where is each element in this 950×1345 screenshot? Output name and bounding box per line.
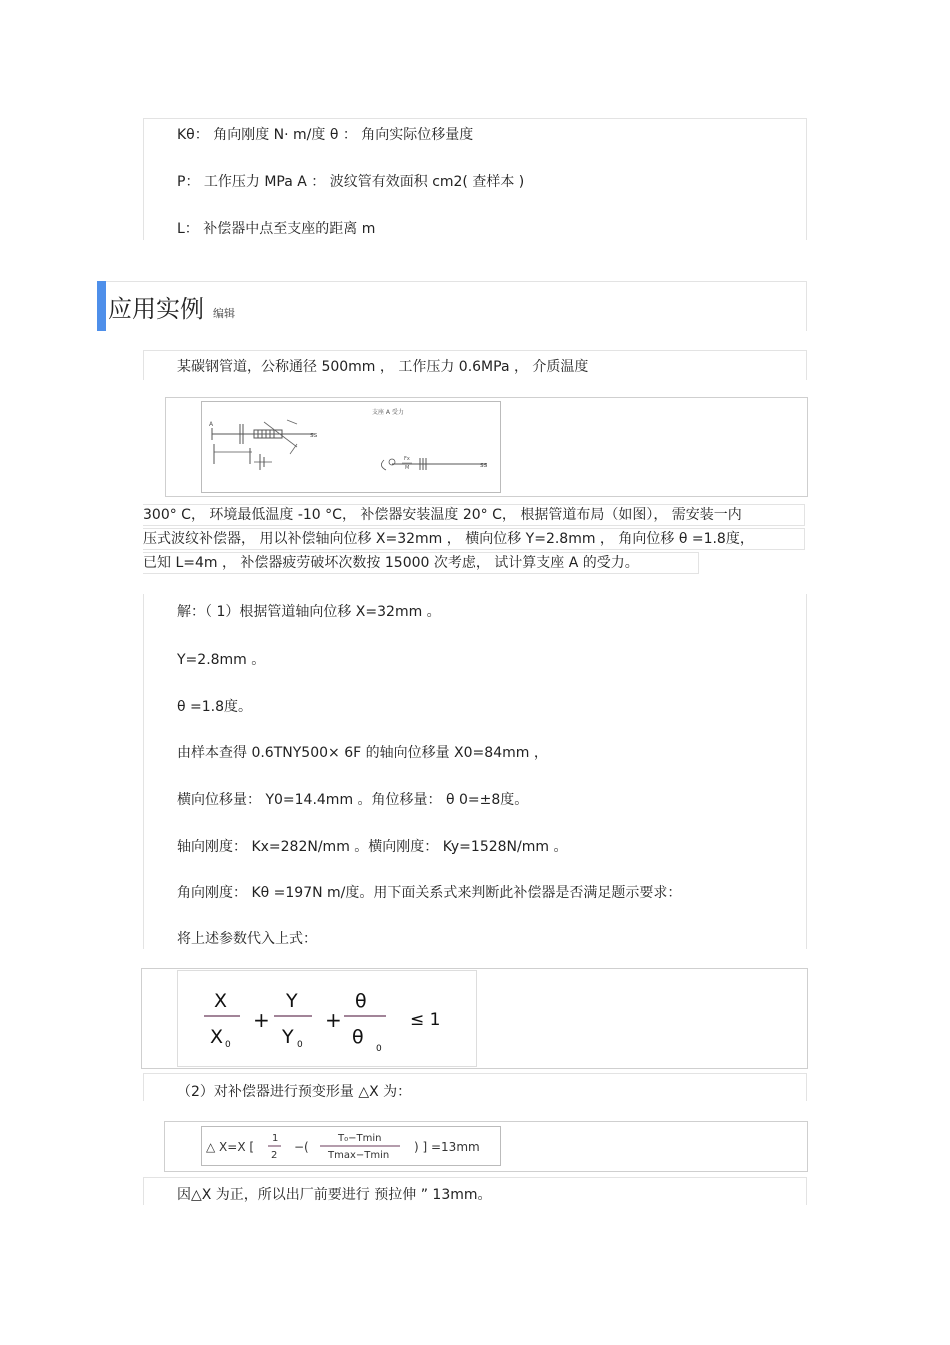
- formula-sub-y0: 0: [297, 1040, 303, 1050]
- step-2-text: （2）对补偿器进行预变形量 △X 为：: [177, 1084, 412, 1100]
- figure-caption: 支座 A 受力: [372, 409, 404, 416]
- formula-plus-1: +: [253, 1008, 270, 1032]
- conclusion-text: 因△X 为正，所以出厂前要进行 预拉伸 ” 13mm。: [177, 1187, 492, 1203]
- solution-line-6: 轴向刚度： Kx=282N/mm 。横向刚度： Ky=1528N/mm 。: [177, 839, 568, 855]
- solution-line-7: 角向刚度： Kθ =197N m/度。用下面关系式来判断此补偿器是否满足题示要求：: [177, 885, 682, 901]
- pipe-end-symbol-left: ss: [310, 431, 318, 439]
- solution-line-8: 将上述参数代入上式：: [177, 931, 317, 947]
- solution-line-5: 横向位移量： Y0=14.4mm 。角位移量： θ 0=±8度。: [177, 792, 529, 808]
- problem-line-1: 某碳钢管道，公称通径 500mm ， 工作压力 0.6MPa ， 介质温度: [177, 359, 589, 375]
- definition-k-theta: Kθ： 角向刚度 N· m/度 θ ： 角向实际位移量度: [177, 127, 474, 143]
- edit-link[interactable]: 编辑: [213, 307, 235, 320]
- formula-num-y: Y: [286, 990, 298, 1012]
- pipe-layout-figure: [201, 401, 501, 493]
- formula-2-frac-num: T₀−Tmin: [338, 1133, 382, 1144]
- problem-line-4: 已知 L=4m ， 补偿器疲劳破坏次数按 15000 次考虑， 试计算支座 A 的受力。: [143, 555, 639, 571]
- formula-num-theta: θ: [355, 990, 367, 1012]
- formula-rhs: ≤ 1: [410, 1010, 441, 1030]
- problem-line-2: 300° C， 环境最低温度 -10 °C， 补偿器安装温度 20° C， 根据管道布局（如图）， 需安装一内: [143, 507, 742, 523]
- pre-deformation-formula: [202, 1127, 500, 1165]
- definition-distance: L： 补偿器中点至支座的距离 m: [177, 221, 376, 237]
- force-label: Fx: [404, 456, 410, 462]
- formula-den-theta0: θ: [352, 1026, 364, 1048]
- formula-2-half-num: 1: [272, 1133, 279, 1144]
- anchor-mark: A: [209, 421, 214, 428]
- formula-1: [177, 970, 477, 1067]
- formula-2-close: ) ] =13mm: [414, 1140, 480, 1154]
- formula-2-minus: −(: [294, 1140, 309, 1154]
- moment-label: M: [405, 465, 410, 471]
- pipe-layout-diagram: [202, 402, 500, 492]
- formula-2-lhs: △ X=X [: [206, 1140, 255, 1154]
- section-heading-bar: [97, 281, 106, 331]
- formula-2-half-den: 2: [271, 1150, 278, 1161]
- pipe-end-symbol-right: ss: [480, 461, 488, 469]
- formula-sub-x0: 0: [225, 1040, 231, 1050]
- definition-pressure: P： 工作压力 MPa A ： 波纹管有效面积 cm2( 查样本 ): [177, 174, 525, 190]
- formula-2: [201, 1126, 501, 1166]
- formula-den-x0: X: [210, 1026, 224, 1048]
- compensation-check-formula: [178, 971, 476, 1066]
- solution-line-2: Y=2.8mm 。: [177, 652, 266, 668]
- formula-2-frac-den: Tmax−Tmin: [328, 1150, 390, 1161]
- solution-line-3: θ =1.8度。: [177, 699, 253, 715]
- formula-den-y0: Y: [282, 1026, 294, 1048]
- formula-num-x: X: [214, 990, 228, 1012]
- problem-line-3: 压式波纹补偿器， 用以补偿轴向位移 X=32mm ， 横向位移 Y=2.8mm ， 角向位移 θ =1.8度，: [143, 531, 754, 547]
- formula-sub-theta0: 0: [376, 1044, 382, 1054]
- formula-plus-2: +: [325, 1008, 342, 1032]
- section-title: 应用实例: [108, 295, 204, 323]
- solution-line-1: 解：（ 1）根据管道轴向位移 X=32mm 。: [177, 604, 441, 620]
- solution-line-4: 由样本查得 0.6TNY500× 6F 的轴向位移量 X0=84mm ，: [177, 745, 548, 761]
